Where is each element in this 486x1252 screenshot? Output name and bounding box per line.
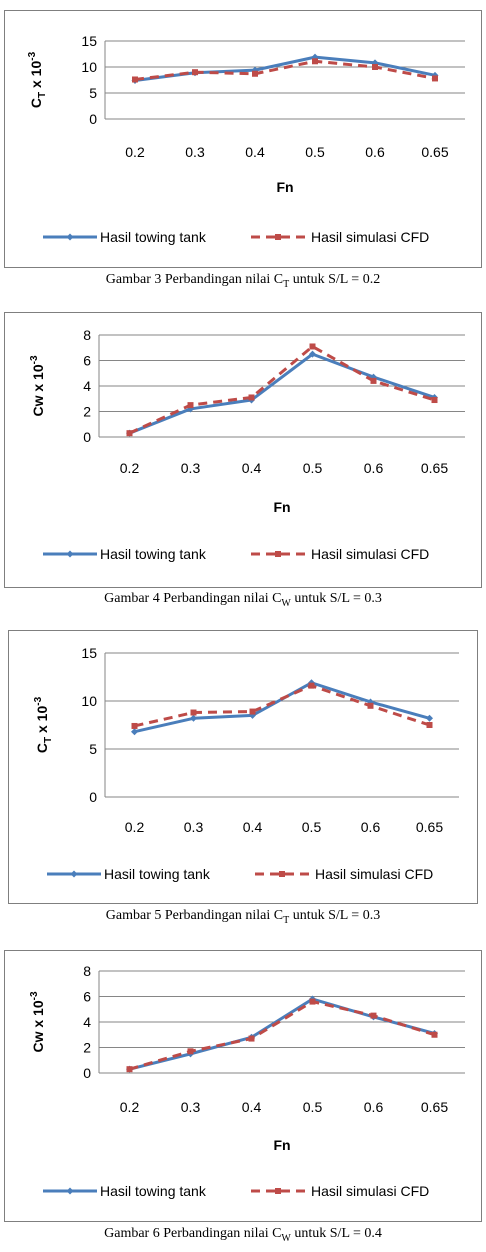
x-tick-label: 0.4: [242, 819, 263, 835]
y-tick-label: 4: [83, 1014, 91, 1030]
data-point-cfd: [310, 343, 316, 349]
y-tick-label: 10: [81, 693, 97, 709]
x-tick-label: 0.3: [185, 144, 205, 160]
legend-marker-towing-tank: [67, 234, 74, 241]
x-tick-label: 0.3: [183, 819, 204, 835]
data-point-cfd: [132, 723, 138, 729]
legend-label-towing-tank: Hasil towing tank: [100, 1183, 206, 1199]
data-point-cfd: [427, 722, 433, 728]
y-axis-title: $C_T$ x $10^{-3}$: [33, 696, 54, 754]
x-axis-title: Fn: [273, 1137, 291, 1153]
data-point-cfd: [250, 709, 256, 715]
x-tick-label: 0.2: [124, 819, 145, 835]
data-point-cfd: [310, 999, 316, 1005]
data-point-cfd: [249, 1036, 255, 1042]
chart-panel-2: [4, 312, 482, 588]
chart-svg-3: [9, 631, 479, 905]
legend-label-cfd: Hasil simulasi CFD: [311, 229, 430, 245]
legend: [43, 546, 429, 562]
y-tick-label: 5: [89, 741, 97, 757]
x-tick-label: 0.65: [421, 144, 449, 160]
data-point-cfd: [432, 397, 438, 403]
legend: [47, 866, 433, 882]
data-point-towing-tank: [131, 728, 138, 735]
x-tick-label: 0.6: [365, 144, 385, 160]
x-tick-label: 0.6: [363, 460, 384, 476]
legend-label-towing-tank: Hasil towing tank: [104, 866, 210, 882]
x-tick-label: 0.5: [305, 144, 325, 160]
x-tick-label: 0.3: [180, 460, 201, 476]
chart-panel-1: [4, 10, 482, 268]
data-point-towing-tank: [426, 715, 433, 722]
legend-marker-cfd: [275, 234, 281, 240]
y-tick-label: 2: [83, 403, 91, 420]
figure-caption-4: Gambar 6 Perbandingan nilai $C_W$ untuk S/L = 0.4: [104, 1226, 382, 1244]
data-point-cfd: [371, 378, 377, 384]
x-tick-label: 0.5: [302, 1099, 323, 1115]
y-tick-label: 0: [89, 111, 97, 127]
legend-label-towing-tank: Hasil towing tank: [100, 229, 206, 245]
chart-svg-2: [5, 313, 483, 589]
data-point-cfd: [252, 71, 258, 77]
y-axis-title: $C_T$ x $10^{-3}$: [27, 51, 48, 109]
x-tick-label: 0.4: [245, 144, 265, 160]
data-point-cfd: [127, 430, 133, 436]
data-point-cfd: [127, 1066, 133, 1072]
y-tick-label: 0: [83, 429, 91, 445]
series-line-towing-tank: [130, 354, 435, 433]
data-point-cfd: [372, 64, 378, 70]
y-tick-label: 10: [81, 59, 97, 75]
data-point-cfd: [188, 1048, 194, 1054]
legend-marker-cfd: [279, 871, 285, 877]
y-tick-label: 15: [81, 33, 97, 49]
legend: [43, 1183, 429, 1199]
x-tick-label: 0.5: [302, 460, 323, 476]
x-tick-label: 0.65: [420, 460, 449, 476]
x-tick-label: 0.5: [301, 819, 322, 835]
data-point-cfd: [309, 683, 315, 689]
y-axis-title: Cw x $10^{-3}$: [29, 355, 46, 417]
figure-caption-1: Gambar 3 Perbandingan nilai $C_T$ untuk S/L = 0.2: [105, 272, 381, 290]
x-axis-title: Fn: [273, 499, 291, 515]
legend-marker-cfd: [275, 1188, 281, 1194]
x-tick-label: 0.2: [125, 144, 145, 160]
x-axis-title: Fn: [276, 179, 294, 195]
y-tick-label: 6: [83, 988, 91, 1005]
y-tick-label: 6: [83, 352, 91, 369]
chart-svg-4: [5, 951, 483, 1223]
chart-panel-3: [8, 630, 478, 904]
data-point-cfd: [192, 69, 198, 75]
x-tick-label: 0.4: [241, 460, 262, 476]
data-point-cfd: [368, 703, 374, 709]
y-axis-title: Cw x $10^{-3}$: [29, 991, 46, 1053]
data-point-cfd: [188, 402, 194, 408]
y-tick-label: 8: [83, 327, 91, 343]
chart-panel-4: [4, 950, 482, 1222]
y-tick-label: 0: [83, 1065, 91, 1081]
figure-caption-3: Gambar 5 Perbandingan nilai $C_T$ untuk S/L = 0.3: [105, 908, 381, 926]
figure-caption-2: Gambar 4 Perbandingan nilai $C_W$ untuk S/L = 0.3: [104, 591, 382, 609]
y-tick-label: 15: [81, 645, 97, 661]
data-point-cfd: [432, 1032, 438, 1038]
x-tick-label: 0.4: [241, 1099, 262, 1115]
data-point-cfd: [312, 58, 318, 64]
legend-label-towing-tank: Hasil towing tank: [100, 546, 206, 562]
legend-marker-towing-tank: [67, 1188, 74, 1195]
data-point-cfd: [249, 394, 255, 400]
series-line-towing-tank: [135, 683, 430, 732]
series-line-towing-tank: [130, 999, 435, 1069]
legend-marker-towing-tank: [67, 551, 74, 558]
data-point-cfd: [132, 76, 138, 82]
y-tick-label: 8: [83, 963, 91, 979]
x-tick-label: 0.2: [119, 1099, 140, 1115]
data-point-towing-tank: [190, 715, 197, 722]
data-point-cfd: [432, 75, 438, 81]
legend: [43, 229, 429, 245]
legend-marker-towing-tank: [71, 871, 78, 878]
data-point-cfd: [191, 710, 197, 716]
series-line-cfd: [130, 346, 435, 433]
x-tick-label: 0.3: [180, 1099, 201, 1115]
x-tick-label: 0.6: [360, 819, 381, 835]
x-tick-label: 0.65: [420, 1099, 449, 1115]
x-tick-label: 0.2: [119, 460, 140, 476]
legend-label-cfd: Hasil simulasi CFD: [315, 866, 434, 882]
legend-label-cfd: Hasil simulasi CFD: [311, 1183, 430, 1199]
y-tick-label: 5: [89, 85, 97, 101]
legend-label-cfd: Hasil simulasi CFD: [311, 546, 430, 562]
y-tick-label: 0: [89, 789, 97, 805]
x-tick-label: 0.6: [363, 1099, 384, 1115]
legend-marker-cfd: [275, 551, 281, 557]
y-tick-label: 2: [83, 1039, 91, 1056]
y-tick-label: 4: [83, 378, 91, 394]
data-point-cfd: [371, 1013, 377, 1019]
chart-svg-1: [5, 11, 483, 269]
x-tick-label: 0.65: [415, 819, 444, 835]
